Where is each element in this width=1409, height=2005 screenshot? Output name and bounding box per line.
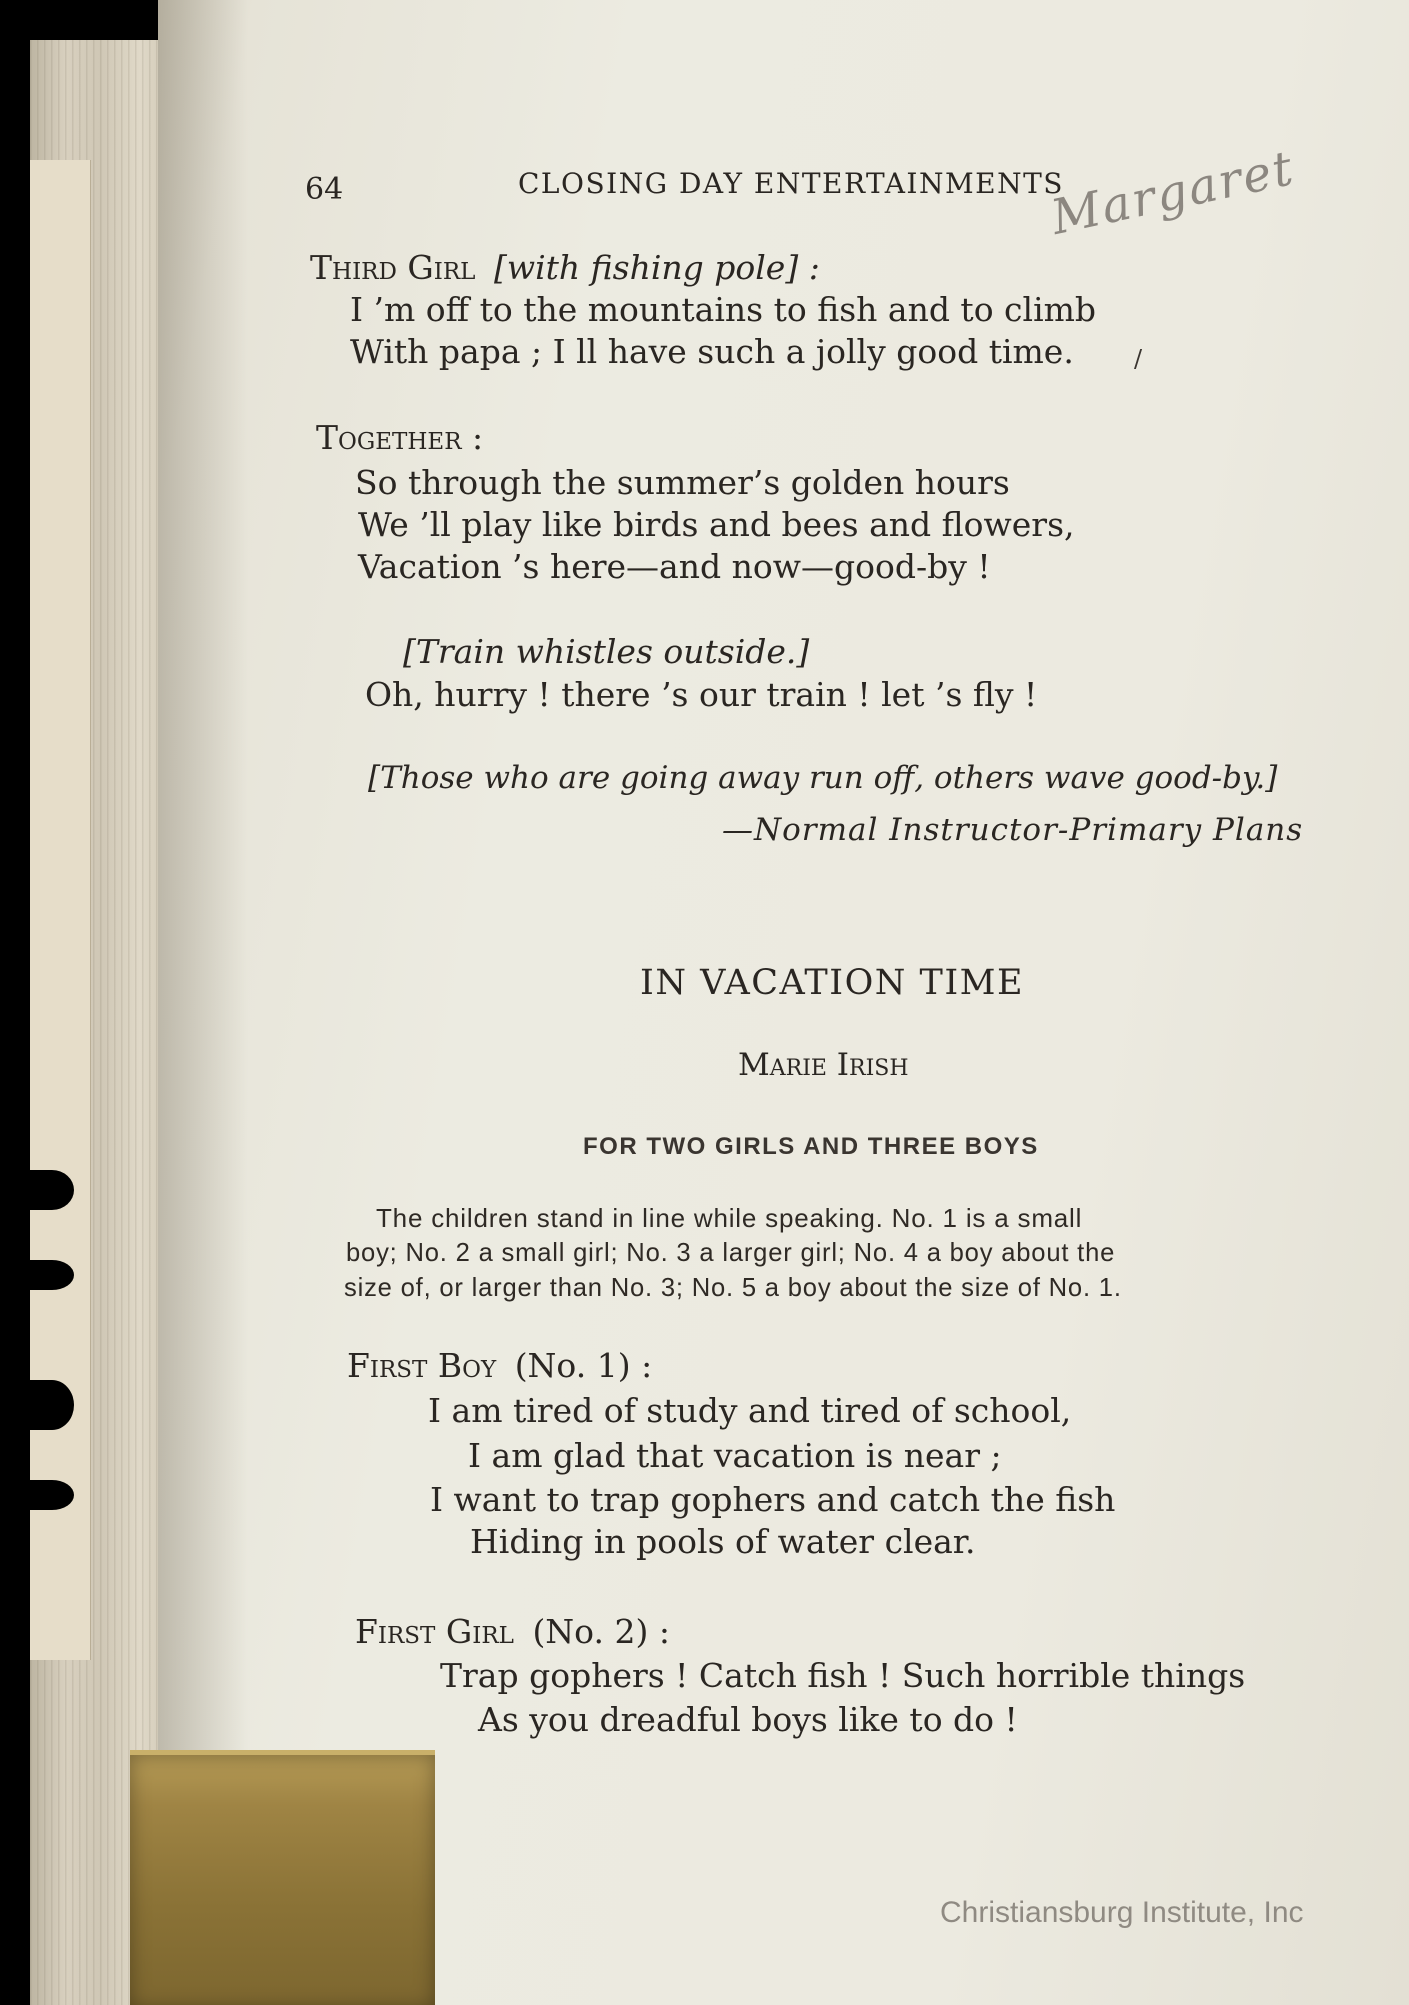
speaker-name: First Boy [347, 1346, 497, 1385]
speaker-name: Third Girl [310, 248, 476, 287]
speaker-first-girl [355, 1612, 670, 1651]
brass-page-weight [130, 1750, 435, 2005]
stage-direction: [Those who are going away run off, others wave good-by.] [368, 760, 1278, 796]
verse-line: I want to trap gophers and catch the fish [430, 1480, 1116, 1519]
speaker-number: (No. 2) : [532, 1612, 670, 1651]
piece-author: Marie Irish [738, 1047, 909, 1083]
verse-line: I am glad that vacation is near ; [468, 1436, 1002, 1475]
piece-subtitle: FOR TWO GIRLS AND THREE BOYS [583, 1133, 1039, 1160]
speaker-name: First Girl [355, 1612, 514, 1651]
torn-notch [30, 1380, 74, 1430]
torn-notch [30, 1170, 74, 1210]
page-number: 64 [305, 172, 344, 207]
handwritten-margin-note: Margaret [1046, 139, 1300, 246]
verse-line: As you dreadful boys like to do ! [478, 1700, 1018, 1739]
speaker-together: Together : [316, 418, 484, 457]
watermark: Christiansburg Institute, Inc [940, 1896, 1304, 1929]
source-attribution: —Normal Instructor-Primary Plans [722, 812, 1304, 848]
torn-page-edge [30, 160, 91, 1660]
note-line: size of, or larger than No. 3; No. 5 a boy about the size of No. 1. [344, 1274, 1122, 1302]
verse-line: Vacation ’s here—and now—good-by ! [358, 547, 991, 586]
stage-direction: [Train whistles outside.] [403, 632, 810, 671]
piece-title: IN VACATION TIME [640, 963, 1025, 1003]
gutter-shadow [158, 0, 248, 2005]
verse-line: With papa ; I ll have such a jolly good time. [350, 332, 1074, 371]
torn-notch [30, 1260, 74, 1290]
pencil-mark: / [1134, 345, 1143, 373]
speaker-third-girl [310, 248, 820, 287]
verse-line: We ’ll play like birds and bees and flowers, [358, 505, 1075, 544]
verse-line: Oh, hurry ! there ’s our train ! let ’s fly ! [365, 675, 1038, 714]
verse-line: So through the summer’s golden hours [355, 463, 1010, 502]
verse-line: Trap gophers ! Catch fish ! Such horrible things [440, 1656, 1246, 1695]
running-head: CLOSING DAY ENTERTAINMENTS [518, 167, 1064, 200]
note-line: The children stand in line while speaking. No. 1 is a small [376, 1203, 1083, 1233]
speaker-first-boy [347, 1346, 652, 1385]
verse-line: I ’m off to the mountains to fish and to climb [350, 290, 1097, 329]
verse-line: I am tired of study and tired of school, [428, 1391, 1072, 1430]
verse-line: Hiding in pools of water clear. [470, 1522, 976, 1561]
note-line: boy; No. 2 a small girl; No. 3 a larger girl; No. 4 a boy about the [346, 1239, 1116, 1267]
torn-notch [30, 1480, 74, 1510]
speaker-number: (No. 1) : [514, 1346, 653, 1385]
stage-direction: [with fishing pole] : [493, 248, 820, 287]
